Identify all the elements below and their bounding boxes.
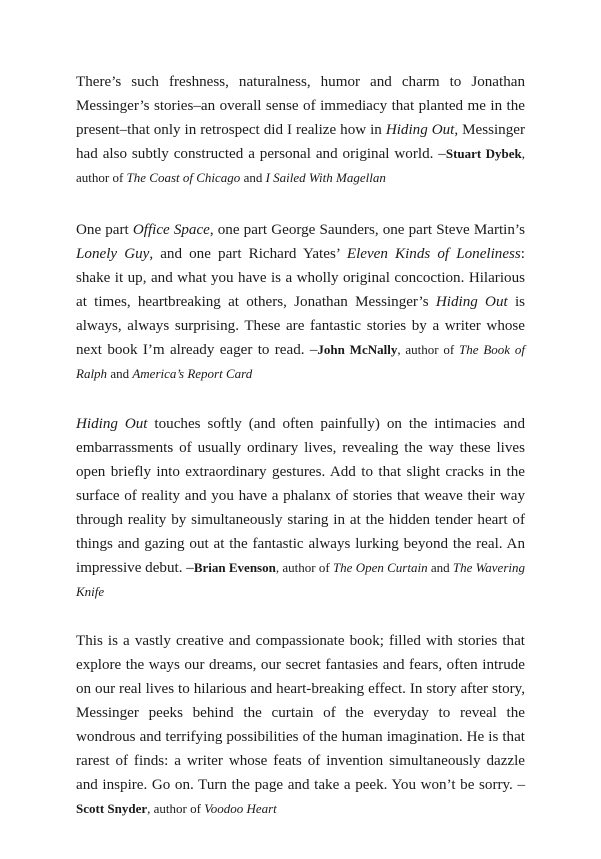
attribution-text: and [107,366,133,381]
book-title: Hiding Out [435,294,508,310]
endorser-name: John McNally [317,342,398,357]
book-title: Eleven Kinds of Loneliness [346,246,521,262]
endorser-book-title: The Wavering Knife [76,560,525,599]
endorser-book-title: The Coast of Chicago [126,170,241,185]
attribution-text: and [240,170,266,185]
endorser-book-title: Voodoo Heart [204,801,277,816]
endorsement-blurb [76,412,525,604]
endorser-name: Brian Evenson [193,560,276,575]
book-title: Office Space [132,222,210,238]
quote-text: One part [76,222,133,238]
attribution-text: , author of [76,146,525,185]
endorsement-blurb [76,629,525,821]
quote-text: : shake it up, and what you have is a wholly original concoction. Hilarious at times, heartbreaking at others, Jonathan Messinger’s [76,246,525,310]
endorser-name: Scott Snyder [76,801,148,816]
endorsement-blurb [76,218,525,386]
book-title: Hiding Out [76,416,148,432]
attribution-text: , author of [397,342,460,357]
quote-text: This is a vastly creative and compassionate book; filled with stories that explore the ways our dreams, our secret fantasies and fears, often intrude on our real lives to hilarious and heart-breaking effect. In story after story, Messinger peeks behind the curtain of the everyday to reveal the wondrous and terrifying possibilities of the human imagination. He is that rarest of finds: a writer whose feats of invention simultaneously dazzle and inspire. Go on. Turn the page and take a peek. You won’t be sorry. – [76,633,525,793]
attribution-text: and [427,560,453,575]
attribution-text: , author of [275,560,333,575]
endorsement-blurb [76,70,525,190]
book-title: Hiding Out [385,122,455,138]
quote-text: , Messinger had also subtly constructed a personal and original world. – [76,122,525,162]
book-title: Lonely Guy [76,246,150,262]
quote-text: , one part George Saunders, one part Steve Martin’s [209,222,525,238]
quote-text: is always, always surprising. These are fantastic stories by a writer whose next book I’m already eager to read. – [76,294,526,358]
endorser-book-title: America’s Report Card [132,366,253,381]
endorser-book-title: The Book of Ralph [76,342,525,381]
endorser-book-title: The Open Curtain [332,560,428,575]
endorser-attribution [147,801,277,816]
attribution-text: , author of [147,801,205,816]
quote-text: There’s such freshness, naturalness, humor and charm to Jonathan Messinger’s stories–an overall sense of immediacy that planted me in the present–that only in retrospect did I realize how in [76,74,525,138]
endorsements-page [76,70,525,859]
quote-text: , and one part Richard Yates’ [149,246,347,262]
endorser-name: Stuart Dybek [445,146,522,161]
quote-text: touches softly (and often painfully) on the intimacies and embarrassments of usually ordinary lives, revealing the way these lives open briefly into extraordinary gestures. Add to that slight cracks in the surface of reality and you have a phalanx of stories that weave their way through reality by simultaneously staring in at the hidden tender heart of things and gazing out at the fantastic always lurking beyond the real. An impressive debut. – [76,416,525,576]
endorser-book-title: I Sailed With Magellan [265,170,386,185]
